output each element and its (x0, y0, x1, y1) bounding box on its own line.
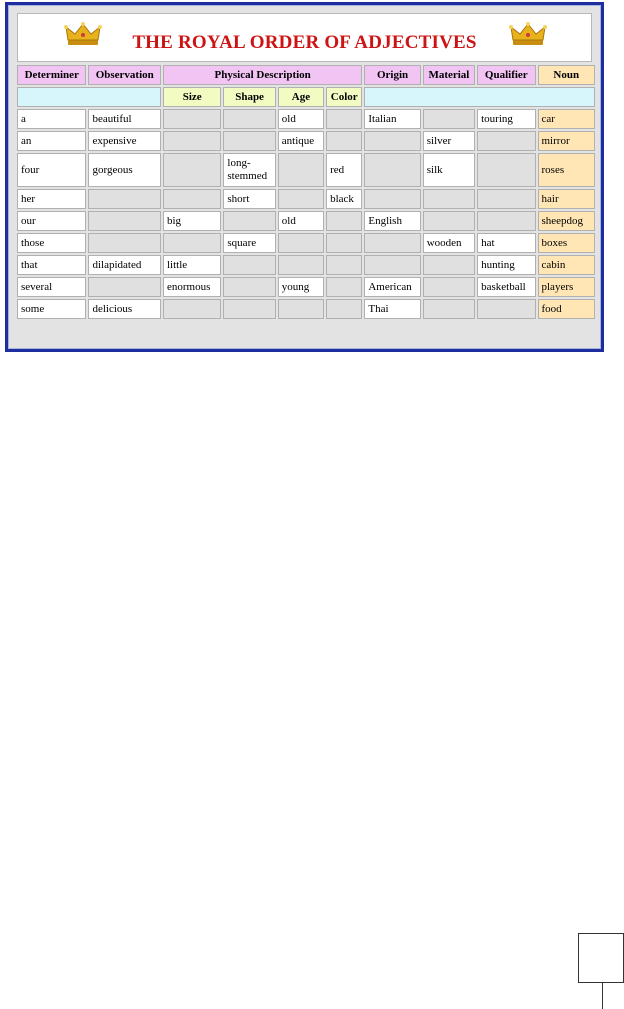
table-cell (223, 211, 275, 231)
noun-cell: boxes (538, 233, 596, 253)
table-cell: her (17, 189, 86, 209)
table-cell (477, 131, 535, 151)
table-cell (88, 211, 161, 231)
table-cell: short (223, 189, 275, 209)
table-cell: old (278, 109, 324, 129)
table-cell (326, 233, 362, 253)
table-row (17, 189, 595, 209)
title-banner (17, 13, 592, 62)
table-cell (477, 189, 535, 209)
header-physical-description: Physical Description (163, 65, 362, 85)
table-cell (423, 211, 475, 231)
table-cell (163, 153, 221, 187)
header-observation: Observation (88, 65, 161, 85)
table-cell (423, 109, 475, 129)
table-cell: four (17, 153, 86, 187)
table-cell (223, 109, 275, 129)
table-cell (223, 131, 275, 151)
subheader-shape: Shape (223, 87, 275, 107)
table-cell: Italian (364, 109, 420, 129)
adjective-order-table (15, 63, 597, 321)
table-cell (364, 255, 420, 275)
table-cell: old (278, 211, 324, 231)
page-number-tick (602, 983, 603, 1009)
table-cell: beautiful (88, 109, 161, 129)
table-cell: dilapidated (88, 255, 161, 275)
table-cell (364, 153, 420, 187)
table-cell: red (326, 153, 362, 187)
header-determiner: Determiner (17, 65, 86, 85)
page-number-box (578, 933, 624, 983)
noun-cell: mirror (538, 131, 596, 151)
header-qualifier: Qualifier (477, 65, 535, 85)
table-cell (223, 299, 275, 319)
table-cell: young (278, 277, 324, 297)
table-cell: American (364, 277, 420, 297)
table-cell (364, 233, 420, 253)
table-cell (326, 211, 362, 231)
table-cell (364, 131, 420, 151)
table-cell: our (17, 211, 86, 231)
table-cell: gorgeous (88, 153, 161, 187)
table-cell: several (17, 277, 86, 297)
subheader-spacer-left (17, 87, 161, 107)
noun-cell: hair (538, 189, 596, 209)
table-row (17, 109, 595, 129)
table-cell (326, 255, 362, 275)
page-title: THE ROYAL ORDER OF ADJECTIVES (132, 32, 477, 53)
subheader-age: Age (278, 87, 324, 107)
table-cell: delicious (88, 299, 161, 319)
table-cell (278, 233, 324, 253)
table-row (17, 131, 595, 151)
table-cell: hat (477, 233, 535, 253)
table-cell (423, 255, 475, 275)
table-cell: expensive (88, 131, 161, 151)
table-row (17, 233, 595, 253)
table-cell: square (223, 233, 275, 253)
table-cell (223, 255, 275, 275)
table-cell: some (17, 299, 86, 319)
table-cell (278, 255, 324, 275)
table-cell (88, 233, 161, 253)
chart-panel (8, 5, 601, 349)
table-cell (278, 189, 324, 209)
table-cell: a (17, 109, 86, 129)
table-cell: long-stemmed (223, 153, 275, 187)
table-cell (163, 109, 221, 129)
table-row (17, 277, 595, 297)
table-cell: antique (278, 131, 324, 151)
table-cell: big (163, 211, 221, 231)
table-row (17, 255, 595, 275)
subheader-size: Size (163, 87, 221, 107)
table-cell: wooden (423, 233, 475, 253)
table-cell: hunting (477, 255, 535, 275)
noun-cell: cabin (538, 255, 596, 275)
table-cell (423, 277, 475, 297)
table-cell (326, 109, 362, 129)
table-cell (326, 277, 362, 297)
table-cell (326, 299, 362, 319)
table-cell (223, 277, 275, 297)
table-cell (88, 277, 161, 297)
table-cell (163, 233, 221, 253)
table-cell: basketball (477, 277, 535, 297)
table-cell (163, 299, 221, 319)
table-row (17, 211, 595, 231)
noun-cell: car (538, 109, 596, 129)
table-cell (163, 189, 221, 209)
table-row (17, 299, 595, 319)
table-cell (278, 299, 324, 319)
table-cell: those (17, 233, 86, 253)
noun-cell: food (538, 299, 596, 319)
table-cell (88, 189, 161, 209)
table-cell: enormous (163, 277, 221, 297)
table-cell: silk (423, 153, 475, 187)
table-cell (326, 131, 362, 151)
table-cell (477, 299, 535, 319)
header-origin: Origin (364, 65, 420, 85)
noun-cell: sheepdog (538, 211, 596, 231)
table-cell: an (17, 131, 86, 151)
noun-cell: players (538, 277, 596, 297)
table-cell (163, 131, 221, 151)
table-cell (477, 153, 535, 187)
noun-cell: roses (538, 153, 596, 187)
subheader-spacer-right (364, 87, 595, 107)
table-cell (423, 299, 475, 319)
chart-frame (5, 2, 604, 352)
table-cell: black (326, 189, 362, 209)
table-cell (423, 189, 475, 209)
header-row (17, 65, 595, 85)
header-material: Material (423, 65, 475, 85)
table-cell: little (163, 255, 221, 275)
table-cell: English (364, 211, 420, 231)
crown-icon-right (509, 22, 547, 46)
table-cell: touring (477, 109, 535, 129)
subheader-row (17, 87, 595, 107)
table-cell: silver (423, 131, 475, 151)
subheader-color: Color (326, 87, 362, 107)
header-noun: Noun (538, 65, 596, 85)
table-row (17, 153, 595, 187)
table-cell (477, 211, 535, 231)
table-cell (278, 153, 324, 187)
table-cell: Thai (364, 299, 420, 319)
table-cell: that (17, 255, 86, 275)
table-cell (364, 189, 420, 209)
